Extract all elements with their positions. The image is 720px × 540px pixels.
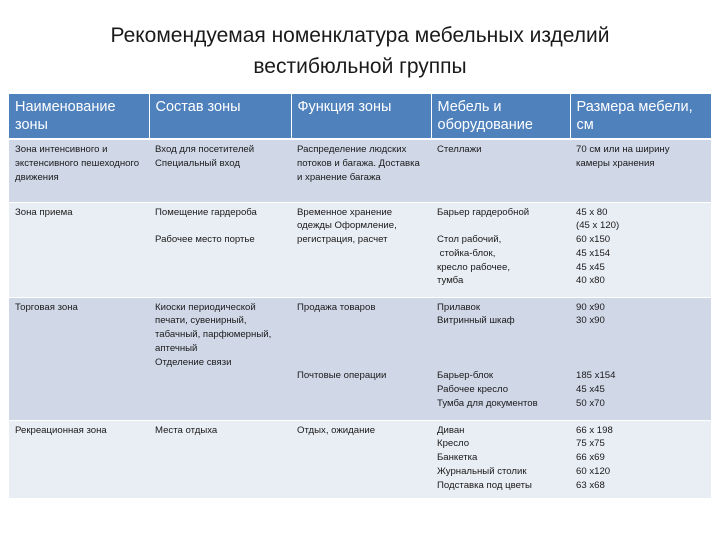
furniture-line: Банкетка (437, 452, 478, 464)
cell-sizes (570, 202, 711, 297)
furniture-line: кресло рабочее, (437, 261, 510, 273)
size-line: (45 х 120) (576, 220, 620, 232)
furniture-line: Барьер гардеробной (437, 206, 530, 218)
size-line: 60 х150 (576, 234, 611, 246)
furniture-line: Журнальный столик (437, 465, 527, 477)
cell-furniture (431, 202, 570, 297)
cell-composition (149, 202, 291, 297)
cell-furniture: Стеллажи (431, 139, 570, 202)
cell-zone: Зона интенсивного и экстенсивного пешеходного движения (9, 139, 149, 202)
size-line: 45 х154 (576, 247, 611, 259)
size-line: 30 х90 (576, 315, 605, 327)
size-line: 60 х120 (576, 465, 611, 477)
function-line: Почтовые операции (297, 370, 387, 382)
size-line: 63 х68 (576, 479, 605, 491)
cell-function: Распределение людских потоков и багажа. Доставка и хранение багажа (291, 139, 431, 202)
function-line: Продажа товаров (297, 301, 376, 313)
size-line: 45 х 80 (576, 206, 608, 218)
furniture-line: стойка-блок, (437, 247, 496, 259)
cell-sizes (570, 297, 711, 420)
header-zone-name: Наименование зоны (9, 94, 149, 139)
title-line-2: вестибюльной группы (253, 55, 467, 78)
cell-sizes: 70 см или на ширину камеры хранения (570, 139, 711, 202)
furniture-line: Прилавок (437, 301, 481, 313)
composition-line: Рабочее место портье (155, 234, 255, 246)
cell-zone: Торговая зона (9, 297, 149, 420)
cell-function: Отдых, ожидание (291, 420, 431, 498)
cell-composition (149, 297, 291, 420)
header-zone-function: Функция зоны (291, 94, 431, 139)
size-line: 40 х80 (576, 275, 605, 287)
cell-sizes (570, 420, 711, 498)
table-row (9, 420, 711, 498)
furniture-line: тумба (437, 275, 464, 287)
furniture-line: Диван (437, 424, 465, 436)
table-header-row (9, 94, 711, 139)
page-title (0, 20, 720, 82)
furniture-line: Кресло (437, 438, 470, 450)
header-zone-composition: Состав зоны (149, 94, 291, 139)
size-line: 66 х 198 (576, 424, 613, 436)
size-line: 45 х45 (576, 384, 605, 396)
title-line-1: Рекомендуемая номенклатура мебельных изделий (110, 24, 610, 47)
header-furniture-sizes: Размера мебели, см (570, 94, 711, 139)
cell-composition: Места отдыха (149, 420, 291, 498)
cell-furniture (431, 297, 570, 420)
table-row (9, 202, 711, 297)
table-row (9, 139, 711, 202)
size-line: 45 х45 (576, 261, 605, 273)
cell-zone: Зона приема (9, 202, 149, 297)
furniture-table (9, 94, 711, 499)
size-line: 185 х154 (576, 370, 616, 382)
composition-line: Помещение гардероба (155, 206, 257, 218)
cell-zone: Рекреационная зона (9, 420, 149, 498)
cell-function: Временное хранение одежды Оформление, регистрация, расчет (291, 202, 431, 297)
cell-function (291, 297, 431, 420)
furniture-line: Подставка под цветы (437, 479, 532, 491)
size-line: 75 х75 (576, 438, 605, 450)
cell-furniture (431, 420, 570, 498)
table-row (9, 297, 711, 420)
composition-line: Отделение связи (155, 356, 232, 368)
furniture-line: Стол рабочий, (437, 234, 502, 246)
size-line: 90 х90 (576, 301, 605, 313)
size-line: 50 х70 (576, 398, 605, 410)
composition-line: Киоски периодической печати, сувенирный, табачный, парфюмерный, аптечный (155, 301, 274, 354)
size-line: 66 х69 (576, 452, 605, 464)
header-furniture: Мебель и оборудование (431, 94, 570, 139)
furniture-line: Рабочее кресло (437, 384, 509, 396)
furniture-line: Тумба для документов (437, 398, 538, 410)
furniture-line: Барьер-блок (437, 370, 494, 382)
cell-composition: Вход для посетителей Специальный вход (149, 139, 291, 202)
furniture-line: Витринный шкаф (437, 315, 515, 327)
